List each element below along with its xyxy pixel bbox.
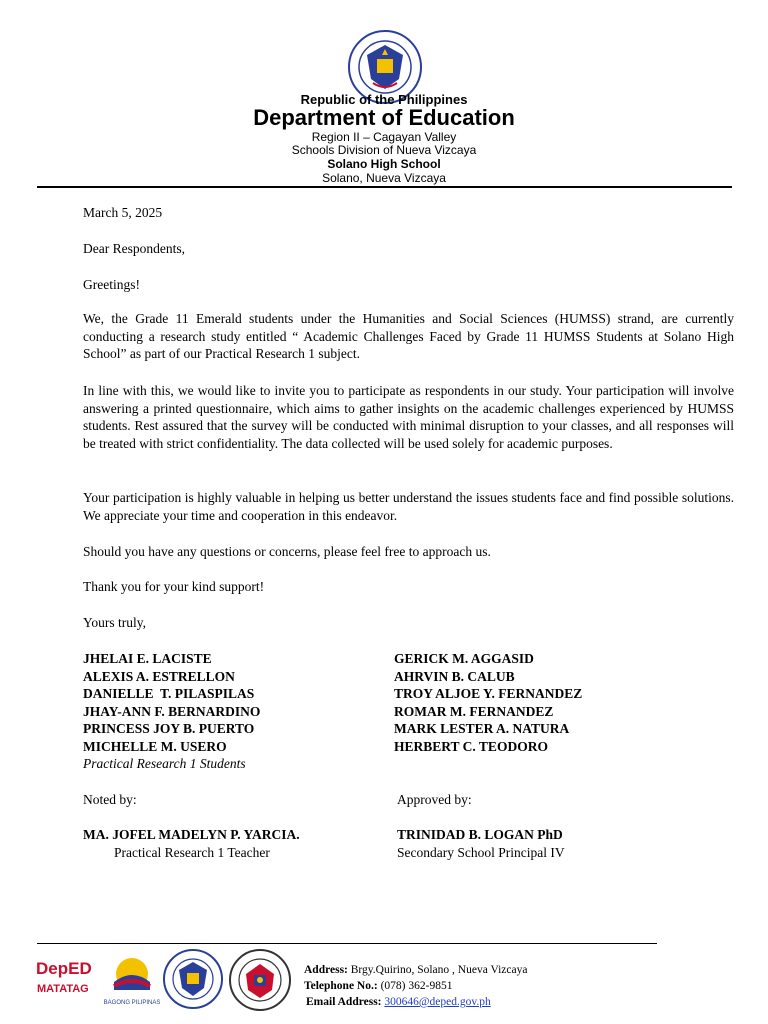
- letter-salutation: Dear Respondents,: [83, 241, 185, 256]
- noted-by-label: Noted by:: [83, 792, 137, 807]
- email-link[interactable]: 300646@deped.gov.ph: [384, 996, 491, 1008]
- footer-divider: [37, 943, 657, 944]
- student-names-left: [83, 650, 260, 756]
- student-name: JHELAI E. LACISTE: [83, 651, 212, 666]
- telephone-value: (078) 362-9851: [377, 980, 453, 992]
- telephone-label: Telephone No.:: [304, 980, 378, 992]
- student-name: JHAY-ANN F. BERNARDINO: [83, 703, 261, 719]
- header-divider: [37, 186, 732, 188]
- student-name: GERICK M. AGGASID: [394, 651, 534, 666]
- letter-paragraph: Should you have any questions or concerns, please feel free to approach us.: [83, 544, 491, 559]
- address-label: Address:: [304, 964, 348, 976]
- principal-title: Secondary School Principal IV: [397, 845, 565, 860]
- footer-telephone: [304, 980, 452, 992]
- teacher-title: Practical Research 1 Teacher: [114, 845, 270, 860]
- bagong-pilipinas-logo-icon: [104, 952, 160, 1008]
- student-name: MICHELLE M. USERO: [83, 738, 227, 754]
- header-school: Solano High School: [327, 157, 441, 171]
- letter-paragraph: In line with this, we would like to invite you to participate as respondents in our study. Your participation will involve answering a printed questionnaire, which aims to gather insights on the academic challenges experienced by HUMSS students. Rest assured that the survey will be conducted with minimal disruption to your classes, and all responses will be treated with strict confidentiality. The data collected will be used solely for academic purposes.: [83, 383, 734, 451]
- svg-text:BAGONG PILIPINAS: BAGONG PILIPINAS: [104, 1000, 160, 1006]
- deped-matatag-logo-icon: [34, 950, 98, 998]
- student-name: HERBERT C. TEODORO: [394, 738, 548, 754]
- letter-thanks: Thank you for your kind support!: [83, 579, 265, 594]
- header-department: Department of Education: [253, 105, 515, 130]
- letter-greeting: Greetings!: [83, 277, 140, 292]
- letter-closing: Yours truly,: [83, 615, 147, 630]
- svg-text:DepED: DepED: [36, 959, 92, 978]
- student-name: PRINCESS JOY B. PUERTO: [83, 721, 255, 737]
- deped-seal-small-icon: [162, 948, 224, 1010]
- letter-paragraph: We, the Grade 11 Emerald students under the Humanities and Social Sciences (HUMSS) strand, are currently conducting a research study entitled “ Academic Challenges Faced by Grade 11 HUMSS Students at Solano High School” as part of our Practical Research 1 subject.: [83, 311, 734, 362]
- students-role: Practical Research 1 Students: [83, 756, 246, 771]
- student-name: MARK LESTER A. NATURA: [394, 721, 570, 737]
- student-name: ROMAR M. FERNANDEZ: [394, 703, 554, 719]
- teacher-name: MA. JOFEL MADELYN P. YARCIA.: [83, 827, 300, 842]
- svg-text:MATATAG: MATATAG: [37, 983, 89, 995]
- student-name: DANIELLE T. PILASPILAS: [83, 686, 255, 702]
- solano-high-school-seal-icon: [228, 948, 292, 1012]
- principal-name: TRINIDAD B. LOGAN PhD: [397, 827, 563, 842]
- header-division: Schools Division of Nueva Vizcaya: [291, 143, 477, 157]
- email-label: Email Address:: [306, 996, 382, 1008]
- student-name: ALEXIS A. ESTRELLON: [83, 668, 235, 684]
- address-value: Brgy.Quirino, Solano , Nueva Vizcaya: [347, 964, 528, 976]
- header-location: Solano, Nueva Vizcaya: [322, 171, 446, 185]
- header-region: Region II – Cagayan Valley: [311, 130, 457, 144]
- student-names-right: [394, 650, 582, 756]
- approved-by-label: Approved by:: [397, 792, 472, 807]
- student-name: TROY ALJOE Y. FERNANDEZ: [394, 686, 583, 702]
- student-name: AHRVIN B. CALUB: [394, 668, 515, 684]
- header-republic: Republic of the Philippines: [300, 92, 468, 107]
- footer-address: [304, 964, 527, 976]
- letter-paragraph: Your participation is highly valuable in helping us better understand the issues students face and find possible solutions. We appreciate your time and cooperation in this endeavor.: [83, 490, 734, 523]
- letter-date: March 5, 2025: [83, 205, 163, 220]
- footer-email: [306, 996, 491, 1008]
